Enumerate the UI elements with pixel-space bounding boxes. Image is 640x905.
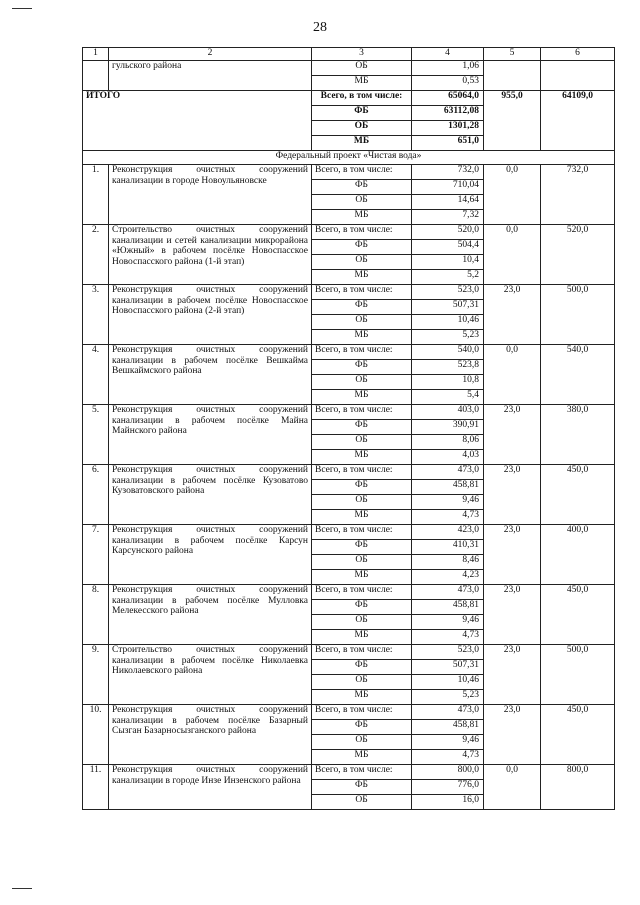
page-number: 28 — [313, 20, 327, 35]
funding-source: ФБ — [312, 180, 412, 195]
project-number: 11. — [83, 765, 109, 810]
funding-amount: 1,06 — [412, 61, 484, 76]
funding-amount: 63112,08 — [412, 106, 484, 121]
funding-amount: 10,46 — [412, 675, 484, 690]
project-description: Строительство очистных сооружений канализации в рабочем посёлке Николаевка Николаевского района — [109, 645, 312, 705]
col6-value: 450,0 — [541, 705, 615, 765]
project-description: Реконструкция очистных сооружений канализации в рабочем посёлке Кузоватово Кузоватовского района — [109, 465, 312, 525]
funding-amount: 16,0 — [412, 795, 484, 810]
funding-amount: 65064,0 — [412, 91, 484, 106]
funding-source: Всего, в том числе: — [312, 405, 412, 420]
funding-amount: 4,73 — [412, 510, 484, 525]
project-number: 9. — [83, 645, 109, 705]
project-number: 7. — [83, 525, 109, 585]
funding-amount: 507,31 — [412, 300, 484, 315]
funding-amount: 473,0 — [412, 585, 484, 600]
project-row — [83, 525, 615, 540]
funding-source: Всего, в том числе: — [312, 225, 412, 240]
col5-value: 23,0 — [484, 525, 541, 585]
funding-source: Всего, в том числе: — [312, 465, 412, 480]
funding-amount: 540,0 — [412, 345, 484, 360]
funding-source: Всего, в том числе: — [312, 705, 412, 720]
col6-value: 540,0 — [541, 345, 615, 405]
col5-value: 23,0 — [484, 465, 541, 525]
funding-amount: 5,4 — [412, 390, 484, 405]
project-description: Реконструкция очистных сооружений канализации в рабочем посёлке Мулловка Мелекесского района — [109, 585, 312, 645]
funding-source: ОБ — [312, 435, 412, 450]
funding-amount: 458,81 — [412, 600, 484, 615]
funding-source: МБ — [312, 76, 412, 91]
project-number: 5. — [83, 405, 109, 465]
row-index-cell — [83, 61, 109, 91]
funding-amount: 1301,28 — [412, 121, 484, 136]
col6-value: 380,0 — [541, 405, 615, 465]
project-number: 1. — [83, 165, 109, 225]
section-row — [83, 151, 615, 165]
col5-value: 0,0 — [484, 225, 541, 285]
funding-amount: 8,06 — [412, 435, 484, 450]
column-header: 5 — [484, 48, 541, 61]
funding-amount: 523,0 — [412, 285, 484, 300]
section-title: Федеральный проект «Чистая вода» — [83, 151, 615, 165]
total-row — [83, 91, 615, 106]
project-number: 4. — [83, 345, 109, 405]
funding-amount: 10,46 — [412, 315, 484, 330]
funding-amount: 5,2 — [412, 270, 484, 285]
funding-amount: 523,0 — [412, 645, 484, 660]
funding-source: Всего, в том числе: — [312, 765, 412, 780]
funding-source: Всего, в том числе: — [312, 645, 412, 660]
column-header: 1 — [83, 48, 109, 61]
project-row — [83, 585, 615, 600]
funding-source: МБ — [312, 690, 412, 705]
funding-source: ОБ — [312, 375, 412, 390]
col5-value: 23,0 — [484, 285, 541, 345]
project-row — [83, 165, 615, 180]
project-description: Реконструкция очистных сооружений канализации в рабочем посёлке Карсун Карсунского района — [109, 525, 312, 585]
funding-amount: 8,46 — [412, 555, 484, 570]
funding-amount: 710,04 — [412, 180, 484, 195]
funding-amount: 9,46 — [412, 735, 484, 750]
funding-source: ОБ — [312, 555, 412, 570]
funding-amount: 473,0 — [412, 465, 484, 480]
col6-value — [541, 61, 615, 91]
column-header: 6 — [541, 48, 615, 61]
col6-value: 732,0 — [541, 165, 615, 225]
col6-value: 450,0 — [541, 465, 615, 525]
funding-source: ОБ — [312, 495, 412, 510]
funding-amount: 9,46 — [412, 495, 484, 510]
col5-value: 23,0 — [484, 705, 541, 765]
funding-amount: 776,0 — [412, 780, 484, 795]
funding-amount: 7,32 — [412, 210, 484, 225]
total-label: ИТОГО — [83, 91, 312, 151]
column-header: 4 — [412, 48, 484, 61]
col5-value: 955,0 — [484, 91, 541, 151]
project-row — [83, 345, 615, 360]
funding-source: МБ — [312, 450, 412, 465]
funding-amount: 523,8 — [412, 360, 484, 375]
funding-source: МБ — [312, 570, 412, 585]
funding-source: ФБ — [312, 540, 412, 555]
funding-amount: 9,46 — [412, 615, 484, 630]
project-row — [83, 765, 615, 780]
funding-amount: 473,0 — [412, 705, 484, 720]
header-row — [83, 48, 615, 61]
funding-source: ОБ — [312, 675, 412, 690]
funding-amount: 0,53 — [412, 76, 484, 91]
funding-source: ОБ — [312, 61, 412, 76]
funding-source: ОБ — [312, 735, 412, 750]
funding-amount: 732,0 — [412, 165, 484, 180]
project-description: Реконструкция очистных сооружений канализации в городе Инзе Инзенского района — [109, 765, 312, 810]
funding-amount: 5,23 — [412, 330, 484, 345]
funding-source: ФБ — [312, 780, 412, 795]
budget-table — [82, 47, 615, 810]
funding-amount: 5,23 — [412, 690, 484, 705]
funding-source: МБ — [312, 210, 412, 225]
funding-amount: 14,64 — [412, 195, 484, 210]
funding-amount: 458,81 — [412, 720, 484, 735]
project-description: Реконструкция очистных сооружений канализации в рабочем посёлке Вешкайма Вешкаймского района — [109, 345, 312, 405]
project-row — [83, 285, 615, 300]
project-row — [83, 225, 615, 240]
funding-source: МБ — [312, 136, 412, 151]
funding-amount: 651,0 — [412, 136, 484, 151]
funding-source: МБ — [312, 750, 412, 765]
funding-source: МБ — [312, 270, 412, 285]
project-number: 2. — [83, 225, 109, 285]
funding-source: Всего, в том числе: — [312, 525, 412, 540]
funding-source: ФБ — [312, 360, 412, 375]
funding-source: МБ — [312, 510, 412, 525]
project-description: Реконструкция очистных сооружений канализации в рабочем посёлке Новоспасское Новоспасского района (2-й этап) — [109, 285, 312, 345]
project-row — [83, 645, 615, 660]
project-row — [83, 705, 615, 720]
col6-value: 64109,0 — [541, 91, 615, 151]
funding-source: Всего, в том числе: — [312, 345, 412, 360]
col6-value: 500,0 — [541, 645, 615, 705]
budget-table-container — [82, 47, 614, 810]
funding-amount: 410,31 — [412, 540, 484, 555]
col5-value: 23,0 — [484, 585, 541, 645]
funding-amount: 800,0 — [412, 765, 484, 780]
funding-amount: 10,8 — [412, 375, 484, 390]
col5-value: 0,0 — [484, 765, 541, 810]
col6-value: 500,0 — [541, 285, 615, 345]
project-number: 8. — [83, 585, 109, 645]
funding-amount: 4,73 — [412, 750, 484, 765]
funding-amount: 4,73 — [412, 630, 484, 645]
project-description: Строительство очистных сооружений канализации и сетей канализации микрорайона «Южный» в рабочем посёлке Новоспасское Новоспасского района (1-й этап) — [109, 225, 312, 285]
funding-source: МБ — [312, 630, 412, 645]
funding-source: Всего, в том числе: — [312, 585, 412, 600]
funding-amount: 507,31 — [412, 660, 484, 675]
col5-value: 23,0 — [484, 405, 541, 465]
col5-value: 0,0 — [484, 345, 541, 405]
funding-source: Всего, в том числе: — [312, 91, 412, 106]
project-number: 10. — [83, 705, 109, 765]
funding-source: ОБ — [312, 795, 412, 810]
funding-source: МБ — [312, 330, 412, 345]
col6-value: 520,0 — [541, 225, 615, 285]
project-description: Реконструкция очистных сооружений канализации в рабочем посёлке Майна Майнского района — [109, 405, 312, 465]
col6-value: 450,0 — [541, 585, 615, 645]
funding-source: Всего, в том числе: — [312, 165, 412, 180]
project-number: 3. — [83, 285, 109, 345]
funding-source: ФБ — [312, 300, 412, 315]
funding-amount: 458,81 — [412, 480, 484, 495]
funding-source: ФБ — [312, 660, 412, 675]
funding-source: ОБ — [312, 121, 412, 136]
project-row — [83, 405, 615, 420]
funding-source: ОБ — [312, 255, 412, 270]
project-row — [83, 465, 615, 480]
funding-source: ОБ — [312, 315, 412, 330]
funding-source: ОБ — [312, 195, 412, 210]
carry-row — [83, 61, 615, 76]
funding-source: ФБ — [312, 600, 412, 615]
funding-amount: 403,0 — [412, 405, 484, 420]
project-number: 6. — [83, 465, 109, 525]
col5-value: 0,0 — [484, 165, 541, 225]
funding-amount: 423,0 — [412, 525, 484, 540]
project-description: гульского района — [109, 61, 312, 91]
funding-source: ФБ — [312, 240, 412, 255]
funding-source: ОБ — [312, 615, 412, 630]
funding-amount: 520,0 — [412, 225, 484, 240]
funding-source: ФБ — [312, 106, 412, 121]
project-description: Реконструкция очистных сооружений канализации в городе Новоульяновске — [109, 165, 312, 225]
funding-source: ФБ — [312, 720, 412, 735]
col6-value: 400,0 — [541, 525, 615, 585]
column-header: 2 — [109, 48, 312, 61]
funding-source: Всего, в том числе: — [312, 285, 412, 300]
scan-margin-mark — [12, 888, 32, 889]
funding-amount: 4,23 — [412, 570, 484, 585]
funding-amount: 390,91 — [412, 420, 484, 435]
funding-source: ФБ — [312, 480, 412, 495]
column-header: 3 — [312, 48, 412, 61]
funding-amount: 4,03 — [412, 450, 484, 465]
funding-amount: 10,4 — [412, 255, 484, 270]
funding-source: ФБ — [312, 420, 412, 435]
col5-value: 23,0 — [484, 645, 541, 705]
funding-source: МБ — [312, 390, 412, 405]
project-description: Реконструкция очистных сооружений канализации в рабочем посёлке Базарный Сызган Базарносызганского района — [109, 705, 312, 765]
col5-value — [484, 61, 541, 91]
scan-margin-mark — [12, 8, 32, 9]
funding-amount: 504,4 — [412, 240, 484, 255]
col6-value: 800,0 — [541, 765, 615, 810]
